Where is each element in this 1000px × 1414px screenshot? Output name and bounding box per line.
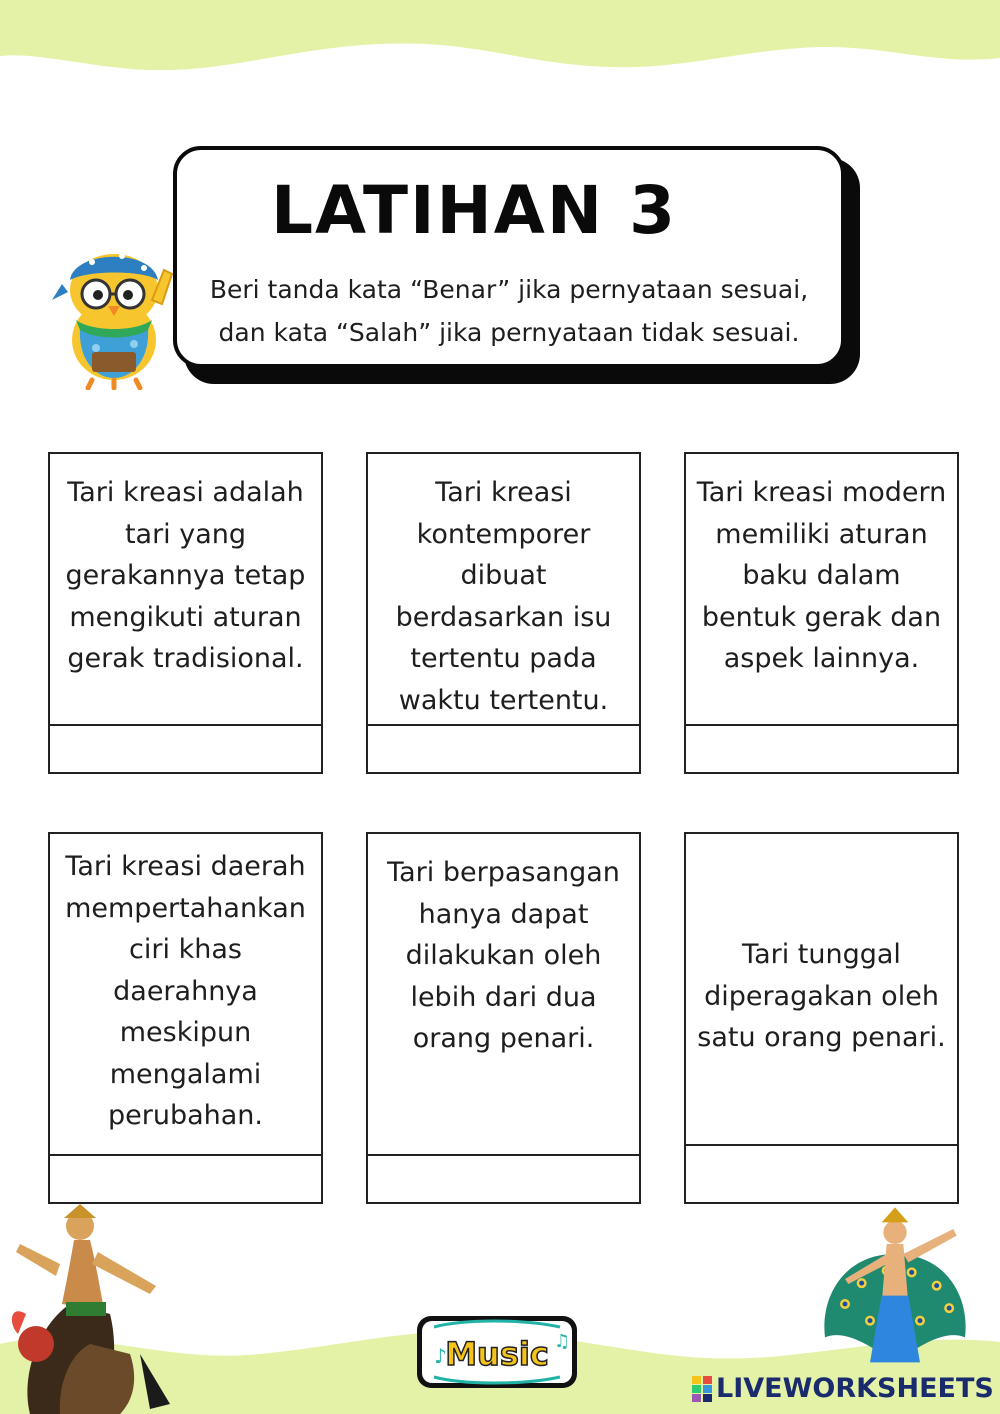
svg-text:♫: ♫ [554,1331,571,1352]
statement-line: mengalami [109,1058,262,1090]
instruction-text [187,268,831,354]
statement-text [686,454,957,680]
statement-line: aspek lainnya. [723,643,920,674]
statement-line: daerahnya [113,975,258,1007]
statement-line: dibuat [460,560,547,591]
statement-line: memiliki aturan [715,518,928,550]
statement-line: waktu tertentu. [398,684,609,716]
statement-line: orang penari. [412,1023,595,1054]
statement-text [50,834,321,1137]
statement-card-5 [366,832,641,1204]
statement-line: perubahan. [108,1100,263,1131]
owl-mascot-icon [52,240,182,390]
answer-input-4[interactable] [50,1154,321,1202]
liveworksheets-logo-icon [692,1376,712,1402]
answer-input-6[interactable] [686,1144,957,1202]
statement-text [368,454,639,721]
answer-input-5[interactable] [368,1154,639,1202]
statement-line: Tari kreasi daerah [65,851,306,882]
peacock-dancer-icon [800,1204,990,1379]
statement-line: baku dalam [742,560,901,591]
statement-line: tari yang [124,518,247,550]
statement-card-4 [48,832,323,1204]
music-logo-text: Music [445,1335,549,1373]
statement-card-3 [684,452,959,774]
top-wave-decoration [0,0,1000,80]
statement-text [686,834,957,1059]
svg-text:♪: ♪ [434,1344,447,1368]
brand-text: LIVEWORKSHEETS [716,1373,994,1404]
statement-line: Tari tunggal [742,939,901,970]
statement-line: Tari kreasi modern [696,477,947,508]
statement-line: diperagakan oleh [704,980,939,1012]
statement-line: ciri khas [129,934,242,965]
answer-input-3[interactable] [686,724,957,772]
statement-text [368,834,639,1060]
statement-line: satu orang penari. [697,1022,946,1053]
statement-line: tertentu pada [410,643,597,674]
instruction-line-1: Beri tanda kata “Benar” jika pernyataan sesuai, [209,275,809,304]
title-card [173,146,845,368]
statement-card-1 [48,452,323,774]
statement-line: Tari kreasi adalah [67,477,304,508]
liveworksheets-brand [692,1373,994,1404]
statement-line: gerakannya tetap [65,560,306,591]
statement-text [50,454,321,680]
statement-line: lebih dari dua [410,981,597,1013]
instruction-line-2: dan kata “Salah” jika pernyataan tidak sesuai. [218,318,800,347]
statement-line: Tari berpasangan [387,857,620,888]
music-logo-icon [414,1313,580,1391]
wayang-dancer-icon [0,1204,200,1414]
statement-line: mempertahankan [65,892,306,924]
statement-card-6 [684,832,959,1204]
answer-input-2[interactable] [368,724,639,772]
statement-line: bentuk gerak dan [701,601,942,633]
statement-line: Tari kreasi [435,477,572,508]
statement-line: kontemporer [416,518,591,550]
statement-line: gerak tradisional. [67,643,304,674]
statement-line: berdasarkan isu [395,601,612,633]
statement-line: hanya dapat [418,898,589,930]
statement-card-2 [366,452,641,774]
statement-line: mengikuti aturan [69,601,302,633]
statement-line: dilakukan oleh [405,940,602,971]
statement-line: meskipun [119,1017,252,1048]
answer-input-1[interactable] [50,724,321,772]
page-title: LATIHAN 3 [270,172,678,249]
